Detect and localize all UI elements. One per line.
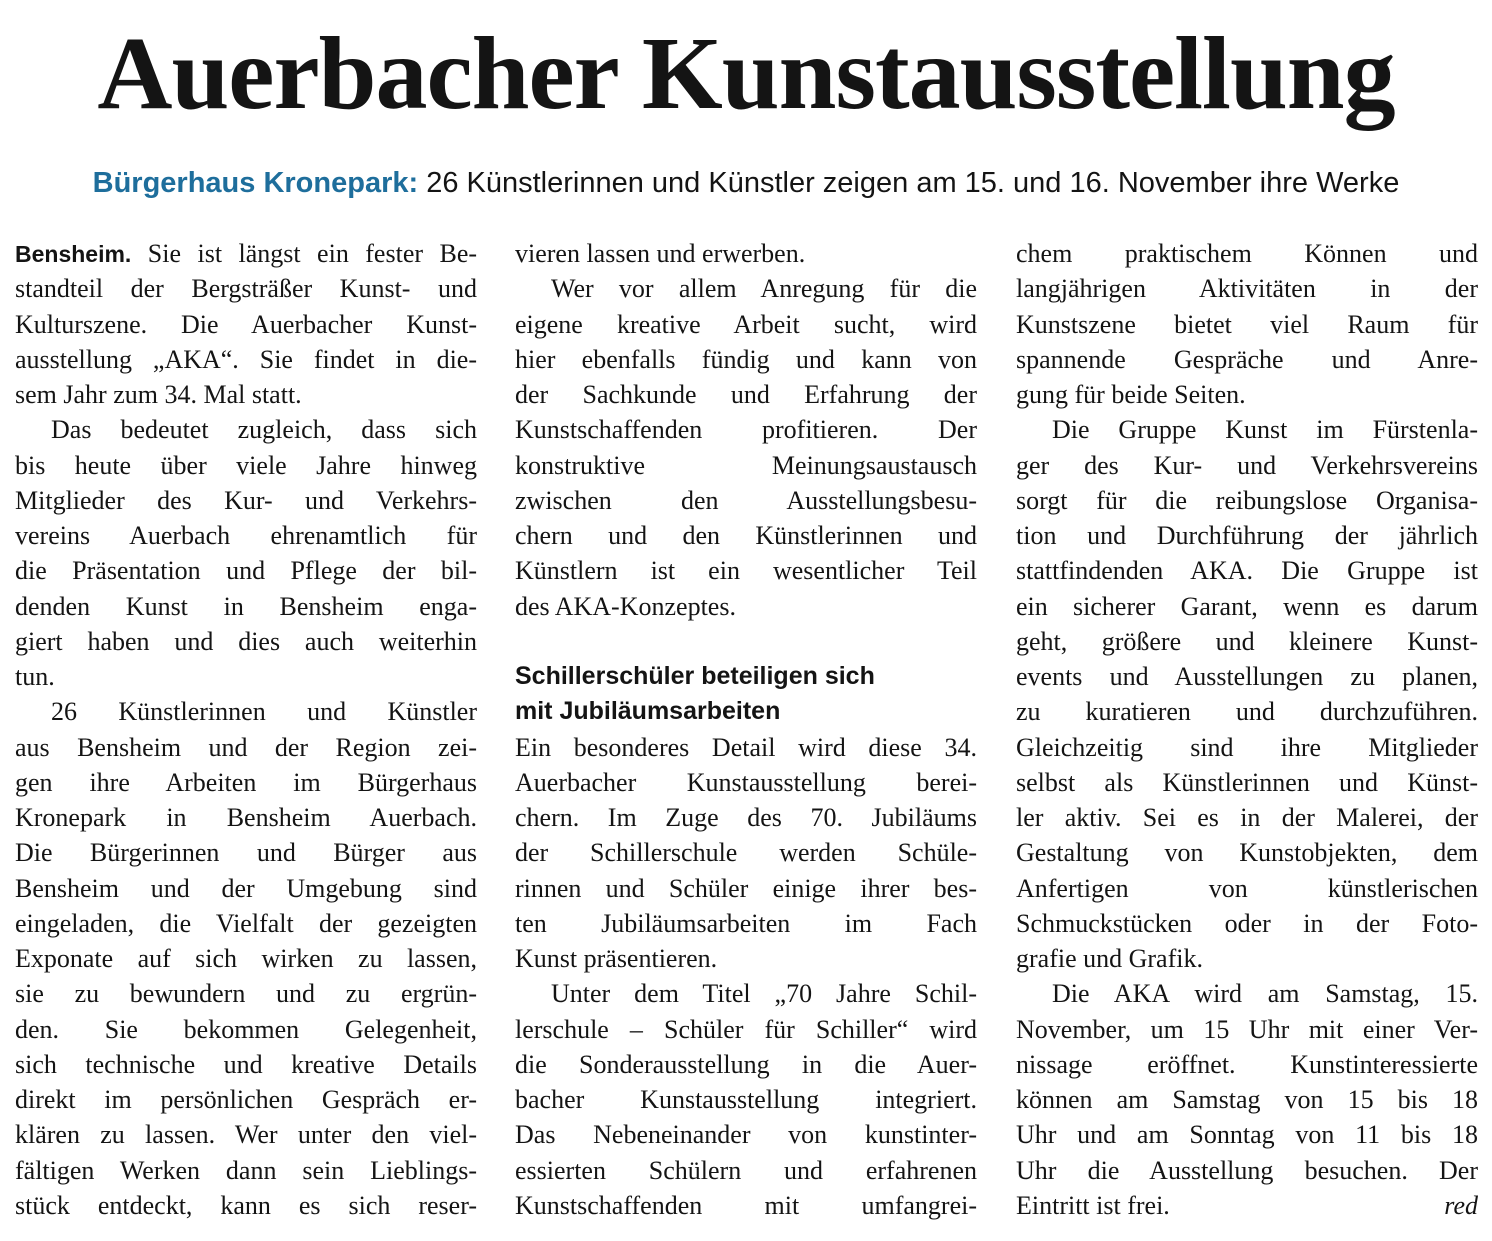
text-line: Wer vor allem Anregung für die bbox=[551, 274, 977, 304]
text-line: Kunstschaffenden mit umfangrei- bbox=[515, 1190, 977, 1220]
text-line: 26 Künstlerinnen und Künstler bbox=[51, 697, 477, 727]
text-line: Kunstschaffenden profitieren. Der bbox=[515, 415, 977, 445]
text-line: Das Nebeneinander von kunstinter- bbox=[515, 1120, 977, 1150]
text-line: Kunstszene bietet viel Raum für bbox=[1016, 309, 1478, 339]
text-line: Exponate auf sich wirken zu lassen, bbox=[15, 944, 477, 973]
text-line: ten Jubiläumsarbeiten im Fach bbox=[515, 908, 977, 938]
text-line: Bensheim. Sie ist längst ein fester Be- bbox=[15, 239, 477, 268]
text-line: aus Bensheim und der Region zei- bbox=[15, 732, 477, 762]
text-line: sie zu bewundern und zu ergrün- bbox=[15, 979, 477, 1009]
subheadline-text: 26 Künstlerinnen und Künstler zeigen am 15. und 16. November ihre Werke bbox=[426, 167, 1400, 199]
text-line: Auerbacher Kunstausstellung berei- bbox=[515, 767, 977, 797]
text-line: Die Gruppe Kunst im Fürstenla- bbox=[1052, 415, 1478, 445]
text-line-signoff bbox=[1016, 1188, 1478, 1223]
text-line: Uhr die Ausstellung besuchen. Der bbox=[1016, 1155, 1478, 1185]
text-line: November, um 15 Uhr mit einer Ver- bbox=[1016, 1014, 1478, 1044]
closing-text: Eintritt ist frei. bbox=[1016, 1190, 1170, 1220]
text-line: vieren lassen und erwerben. bbox=[515, 239, 806, 268]
text-line: zwischen den Ausstellungsbesu- bbox=[515, 485, 977, 515]
text-line: der Schillerschule werden Schüle- bbox=[515, 838, 977, 868]
text-line: events und Ausstellungen zu planen, bbox=[1016, 662, 1478, 691]
text-line: die Sonderausstellung in die Auer- bbox=[515, 1049, 977, 1079]
text-line: gung für beide Seiten. bbox=[1016, 380, 1246, 409]
text-line: Schmuckstücken oder in der Foto- bbox=[1016, 908, 1478, 938]
text-line: stück entdeckt, kann es sich reser- bbox=[15, 1190, 477, 1220]
text-line: Unter dem Titel „70 Jahre Schil- bbox=[551, 979, 977, 1009]
text-line: des AKA-Konzeptes. bbox=[515, 591, 736, 621]
text-line: fältigen Werken dann sein Lieblings- bbox=[15, 1155, 477, 1185]
text-line: Anfertigen von künstlerischen bbox=[1016, 873, 1478, 903]
text-line: gen ihre Arbeiten im Bürgerhaus bbox=[15, 767, 477, 797]
text-line: eingeladen, die Vielfalt der gezeigten bbox=[15, 908, 477, 938]
text-line: direkt im persönlichen Gespräch er- bbox=[15, 1085, 477, 1114]
text-line: chern. Im Zuge des 70. Jubiläums bbox=[515, 803, 977, 832]
text-line: hier ebenfalls fündig und kann von bbox=[515, 344, 977, 374]
text-line: den. Sie bekommen Gelegenheit, bbox=[15, 1014, 477, 1044]
subheadline bbox=[0, 163, 1492, 203]
text-line: Kulturszene. Die Auerbacher Kunst- bbox=[15, 309, 477, 339]
text-line: zu kuratieren und durchzuführen. bbox=[1016, 697, 1478, 727]
article-column-2 bbox=[515, 236, 977, 1223]
author-initials: red bbox=[1444, 1190, 1478, 1220]
text-line: Künstlern ist ein wesentlicher Teil bbox=[515, 556, 977, 586]
text-line: Kunst präsentieren. bbox=[515, 944, 718, 973]
text-line: lerschule – Schüler für Schiller“ wird bbox=[515, 1014, 977, 1044]
text-line: Ein besonderes Detail wird diese 34. bbox=[515, 732, 977, 762]
text-line: die Präsentation und Pflege der bil- bbox=[15, 556, 477, 586]
text-line: sorgt für die reibungslose Organisa- bbox=[1016, 485, 1478, 515]
text-line: tion und Durchführung der jährlich bbox=[1016, 521, 1478, 550]
text-line: Uhr und am Sonntag von 11 bis 18 bbox=[1016, 1120, 1478, 1150]
text-line: standteil der Bergsträßer Kunst- und bbox=[15, 274, 477, 304]
text-line: Das bedeutet zugleich, dass sich bbox=[51, 415, 477, 445]
text-line: klären zu lassen. Wer unter den viel- bbox=[15, 1120, 477, 1150]
subheadline-kicker: Bürgerhaus Kronepark: bbox=[92, 167, 419, 199]
text-line: sich technische und kreative Details bbox=[15, 1049, 477, 1079]
text-line: Gestaltung von Kunstobjekten, dem bbox=[1016, 838, 1478, 868]
text-line: bacher Kunstausstellung integriert. bbox=[515, 1085, 977, 1114]
text-line: konstruktive Meinungsaustausch bbox=[515, 450, 977, 480]
text-line: selbst als Künstlerinnen und Künst- bbox=[1016, 767, 1478, 797]
text-line: chem praktischem Können und bbox=[1016, 239, 1478, 268]
section-heading-line-1: Schillerschüler beteiligen sich bbox=[515, 662, 875, 690]
text-line: bis heute über viele Jahre hinweg bbox=[15, 450, 477, 480]
text-line: essierten Schülern und erfahrenen bbox=[515, 1155, 977, 1185]
article-column-1 bbox=[15, 236, 477, 1223]
section-heading-line-2: mit Jubiläumsarbeiten bbox=[515, 697, 781, 726]
text-line: Kronepark in Bensheim Auerbach. bbox=[15, 803, 477, 832]
text-line: können am Samstag von 15 bis 18 bbox=[1016, 1085, 1478, 1114]
headline: Auerbacher Kunstausstellung bbox=[97, 16, 1395, 131]
text-line: langjährigen Aktivitäten in der bbox=[1016, 274, 1478, 304]
text-line: rinnen und Schüler einige ihrer bes- bbox=[515, 873, 977, 903]
text-line: Bensheim und der Umgebung sind bbox=[15, 873, 477, 903]
text-line: stattfindenden AKA. Die Gruppe ist bbox=[1016, 556, 1478, 586]
dateline: Bensheim. bbox=[15, 241, 132, 267]
section-gap bbox=[515, 624, 977, 659]
text-line: spannende Gespräche und Anre- bbox=[1016, 344, 1478, 374]
text-line: giert haben und dies auch weiterhin bbox=[15, 626, 477, 656]
text-line: tun. bbox=[15, 662, 55, 691]
text-line: ler aktiv. Sei es in der Malerei, der bbox=[1016, 803, 1478, 832]
text-line: Die AKA wird am Samstag, 15. bbox=[1052, 979, 1478, 1009]
text-line: Die Bürgerinnen und Bürger aus bbox=[15, 838, 477, 868]
text-line: chern und den Künstlerinnen und bbox=[515, 521, 977, 550]
text-line: Mitglieder des Kur- und Verkehrs- bbox=[15, 485, 477, 515]
text-line: geht, größere und kleinere Kunst- bbox=[1016, 626, 1478, 656]
text-line: ein sicherer Garant, wenn es darum bbox=[1016, 591, 1478, 621]
article-column-3 bbox=[1016, 236, 1478, 1223]
text-line: vereins Auerbach ehrenamtlich für bbox=[15, 521, 477, 550]
text-line: nissage eröffnet. Kunstinteressierte bbox=[1016, 1049, 1478, 1079]
text-line: Gleichzeitig sind ihre Mitglieder bbox=[1016, 732, 1478, 762]
text-line: ger des Kur- und Verkehrsvereins bbox=[1016, 450, 1478, 480]
text-line: sem Jahr zum 34. Mal statt. bbox=[15, 380, 302, 409]
text-line: eigene kreative Arbeit sucht, wird bbox=[515, 309, 977, 339]
text-line: grafie und Grafik. bbox=[1016, 944, 1203, 973]
text-line: der Sachkunde und Erfahrung der bbox=[515, 380, 977, 409]
text-line: denden Kunst in Bensheim enga- bbox=[15, 591, 477, 621]
text-line: ausstellung „AKA“. Sie findet in die- bbox=[15, 344, 477, 374]
